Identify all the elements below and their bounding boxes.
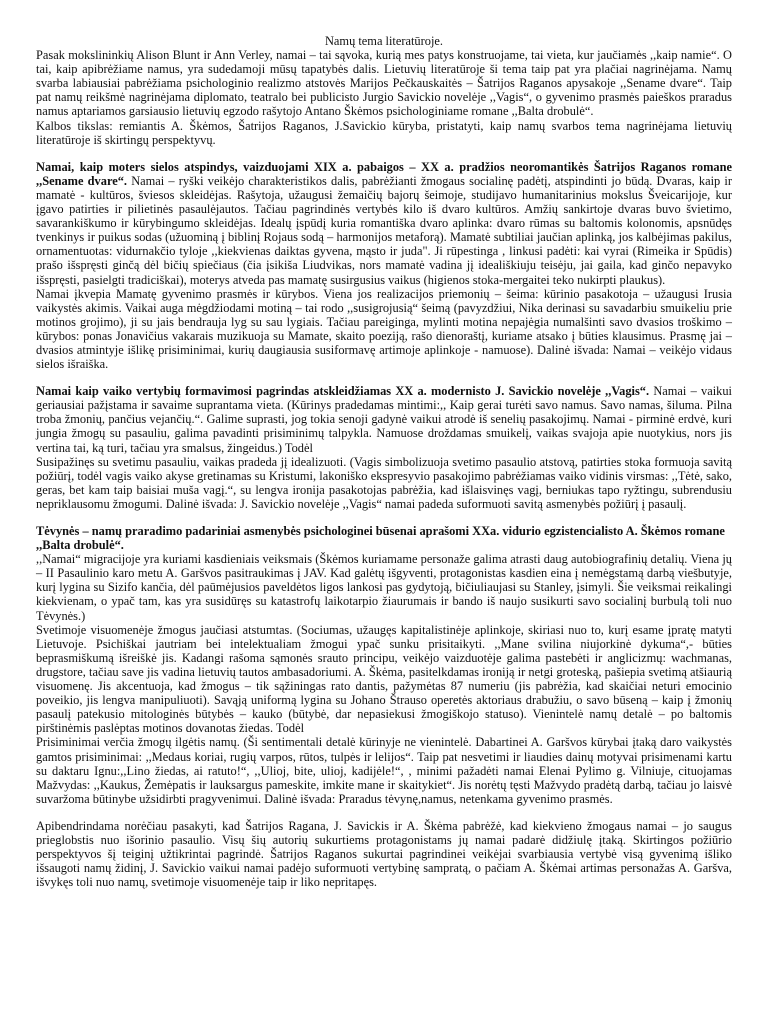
section-3-paragraph-3: Prisiminimai verčia žmogų ilgėtis namų. (Ši sentimentali detalė kūrinyje ne vienintelė. Dabartinei A. Garšvos kūrybai įtaką daro vaikystės gamtos prisiminimai: ,,Medaus koriai, rugių varpos, rūtos, tulpės ir lelijos“. Taip pat nesvetimi ir liaudies dainų motyvai prisimenami kartu su daktaru Ignu:,,Lino žiedas, ai ratuto!“, ,,Ulioj, bite, ulioj, kadijėle!“, , minimi pažadėti namai Elenai Pylimo g. Vilniuje, cituojamas Mažvydas: ,,Kaukus, Žemėpatis ir lauksargus pameskite, imkite mane ir skaitykiet“. Jis norėtų tęsti Mažvydo pradėtą darbą, tačiau jo laisvė suvaržoma būtinybe užsidirbti pragyvenimui. Dalinė išvada: Praradus tėvynę,namus, netenkama gyvenimo prasmės. — [36, 735, 732, 806]
section-3-heading: Tėvynės – namų praradimo padariniai asmenybės psichologinei būsenai aprašomi XXa. vidurio egzistencialisto A. Škėmos romane ,,Balta drobulė“. — [36, 524, 725, 553]
section-2-heading: Namai kaip vaiko vertybių formavimosi pagrindas atskleidžiamas XX a. modernisto J. Savickio novelėje ,,Vagis“. — [36, 384, 650, 399]
spacer — [36, 806, 732, 819]
document-title: Namų tema literatūroje. — [324, 34, 443, 48]
section-2-paragraph-2: Susipažinęs su svetimu pasauliu, vaikas pradeda jį idealizuoti. (Vagis simbolizuoja svetimo pasaulio atstovą, patirties stoka formuoja savitą požiūrį, todėl vagis vaiko akyse gretinamas su Kristumi, lakoniško ekspresyvio pasakojimo pabrėžiamas vaiko vidinis virsmas: ,,Tėtė, sako, geras, bet kam taip baisiai muša vagį.“, su lengva ironija pasakotojas pabrėžia, kad išlaisvinęs vagį, berniukas tapo ryžtingu, subrendusiu nepriklausomu žmogumi. Dalinė išvada: J. Savickio novelėje ,,Vagis“ namai padeda suformuoti savitą asmenybės požiūrį į pasaulį. — [36, 454, 732, 511]
section-1-paragraph-2 — [36, 287, 732, 372]
spacer — [36, 511, 732, 524]
section-1-body-2: Namai įkvepia Mamatę gyvenimo prasmės ir kūrybos. Viena jos realizacijos priemonių – šeima: kūrinio pasakotoja – užaugusi Irusia vaikystės akimis. Vaikai auga mėgdžiodami motiną – tai rodo ,,susigrojusią“ šeimą (pavyzdžiui, Nika derinasi su savadarbiu smuikeliu prie motinos grojimo), ji su jais bendrauja lyg su sau lygiais. Tačiau pareiginga, mylinti motina nepajėgia numalšinti savo dvasios troškimo – kūrybos: ponas Jonavičius vakarais muzikuoja su Mamate, skaito poeziją, rašo dienoraštį, kuriame atsako į būties klausimus. Prasmę jai – dvasios atmintyje išlikę prisiminimai, kurių daugiausia susiformavę artimoje aplinkoje - namuose — [36, 286, 732, 357]
conclusion-paragraph: Apibendrindama norėčiau pasakyti, kad Šatrijos Ragana, J. Savickis ir A. Škėma pabrėžė, kad kiekvieno žmogaus namai – jo saugus prieglobstis nuo išorinio pasaulio. Visų šių autorių sukurtiems protagonistams jų namai padarė didžiulę įtaką. Skirtingos požiūrio perspektyvos šį teiginį užtikrintai pagrindė. Šatrijos Raganos sukurtai pagrindinei veikėjai svarbiausia vertybė visą gyvenimą išliko išsaugoti namų židinį, J. Savickio vaikui namai padėjo suformuoti vertybinę sampratą, o pačiam A. Škėmai artimas personažas A. Garšva, išvykęs toli nuo namų, svetimoje visuomenėje taip ir liko nepritapęs. — [36, 818, 732, 890]
spacer — [36, 147, 732, 160]
section-3-paragraph: ,,Namai“ migracijoje yra kuriami kasdieniais veiksmais (Škėmos kuriamame personaže galima atrasti daug autobiografinių detalių. Viena jų – II Pasaulinio karo metu A. Garšvos pasitraukimas į JAV. Kad galėtų išgyventi, protagonistas kasdien eina į nemėgstamą darbą viešbutyje, kurį lygina su Sizifo kančia, dėl paūmėjusios paveldėtos ligos lankosi pas gydytoją, bičiuliaujasi su Stanley, įsimyli. Šie veiksmai reikalingi kiekvienam, o ypač tam, kas yra susidūręs su katastrofų laikotarpio žiaurumais ir bando iš naujo susikurti savo socialinį burbulą toli nuo Tėvynės.) — [36, 552, 732, 623]
section-1-conclusion: ). Dalinė išvada: Namai – veikėjo vidaus sielos išraiška. — [36, 342, 733, 372]
section-1-body: Namai – ryški veikėjo charakteristikos dalis, pabrėžianti žmogaus socialinę padėtį, atspindinti jo būdą. Dvaras, kaip ir mamatė - kultūros, šviesos skleidėjas. Rašytoja, užaugusi žemaičių bajorų šeimoje, studijavo humanitarinius mokslus Šveicarijoje, kur įgavo patirties ir pilietinės pasaulėjautos. Tačiau pagrindinės vertybės kilo iš dvaro kultūros. Amžių sankirtoje dvaras buvo švietimo, savarankiškumo ir kūrybingumo skleidėjas. Idealų įspūdį kuria romantiška dvaro aplinka: dvaro rūmas su baltomis kolonomis, apsnūdęs tvenkinys ir puikus sodas (užuominą į biblinį Rojaus sodą – harmonijos metaforą). Mamatė subtiliai jaučian aplinką, jos kalbėjimas pakilus, ornamentuotas: vidurnakčio tyloje ,,kiekvienas daiktas gyvena, mąsto ir juda". Ji rūpestinga , linkusi padėti: kai vyrai (Rimeika ir Spūdis) prašo išspręsti ginčą dėl bičių spiečiaus (čia įsikiša Liudvikas, nors mamatė vadina jį ideališkiuju teisėju, jai gaila, kad ginčo nepavyko išspręsti, pasielgti tradiciškai), moterys atveda pas mamatę susirgusius vaikus (higienos stoka-mergaitei teko nukirpti plaukus). — [36, 173, 732, 287]
section-1-paragraph — [36, 160, 732, 287]
section-2-body: Namai – vaikui geriausiai pažįstama ir savaime suprantama vieta. (Kūrinys pradedamas mintimi:,, Kaip gerai turėti savo namus. Savo namas, šiluma. Pilna troba žmonių, pančius vejančių.“. Galime suprasti, jog tokia senoji gadynė vaikui atrodė iš senelių pasakojimų. Namai - pirminė erdvė, kuri jungia žmogų su pasauliu, galima pavadinti prisiminimų talpykla. Namuose droždamas smuikelį, vaikas svajoja apie nuotykius, nors jis vertina tai, ką turi, tačiau yra smalsus, žingeidus.) Todėl — [36, 384, 732, 455]
section-1-heading: Namai, kaip moters sielos atspindys, vaizduojami XIX a. pabaigos – XX a. pradžios neoromantikės Šatrijos Raganos romane ,,Sename dvare“. — [36, 159, 732, 188]
spacer — [36, 371, 732, 384]
speech-goal-paragraph: Kalbos tikslas: remiantis A. Škėmos, Šatrijos Raganos, J.Savickio kūryba, pristatyti, kaip namų svarbos tema nagrinėjama lietuvių literatūroje iš skirtingų perspektyvų. — [36, 118, 732, 147]
section-3-paragraph-2: Svetimoje visuomenėje žmogus jaučiasi atstumtas. (Sociumas, užaugęs kapitalistinėje aplinkoje, skiriasi nuo to, kurį esame įpratę matyti Lietuvoje. Psichiškai jautriam bei intelektualiam žmogui ypač sunku prisitaikyti. ,,Mane svilina niujorkinė dykuma“,- būties beprasmiškumą išreiškė jis. Kadangi rašoma sąmonės srauto principu, veikėjo vaizduotėje galima pastebėti ir anglicizmų: wachmanas, drugstore, tačiau save jis vadina lietuvių tautos ambasadoriumi. A. Škėma, pasitelkdamas ironiją ir netgi groteską, pašiepia svetimą atšiaurią visuomenę. Jis akcentuoja, kad žmogus – tik sąžiningas rato dantis, pažymėtas 87 numeriu (jis pabrėžia, kad skaičiai neturi emocinio poveikio, jis lengva manipuliuoti). Savąją uniformą lygina su Johano Štrauso operetės aktoriaus drabužiu, o savo būseną – kaip į žmonių pasaulį patekusio mitologinės būtybės – kauko (būtybė, dar nepasiekusi žmogiškojo statuso). Vienintelė namų detalė – po baltomis pirštinėmis paslėptas motinos dovanotas žiedas. Todėl — [36, 622, 732, 736]
section-2-paragraph — [36, 384, 732, 454]
intro-paragraph: Pasak mokslininkių Alison Blunt ir Ann Verley, namai – tai sąvoka, kurią mes patys konstruojame, tai vieta, kur jaučiamės ,,kaip namie“. O tai, kaip apibrėžiame namus, yra sudedamoji mūsų tapatybės dalis. Lietuvių literatūroje ši tema taip pat yra plačiai nagrinėjama. Namų svarba labiausiai pabrėžiama psichologinio realizmo atstovės Marijos Pečkauskaitės – Šatrijos Raganos apysakoje ,,Sename dvare“. Taip pat namų reikšmė nagrinėjama diplomato, teatralo bei publicisto Jurgio Savickio novelėje ,,Vagis“, o gyvenimo prasmės paieškos praradus namus aptariamos garsiausio lietuvių egzodo rašytojo Antano Škėmos psichologiniame romane ,,Balta drobulė“. — [36, 48, 732, 119]
